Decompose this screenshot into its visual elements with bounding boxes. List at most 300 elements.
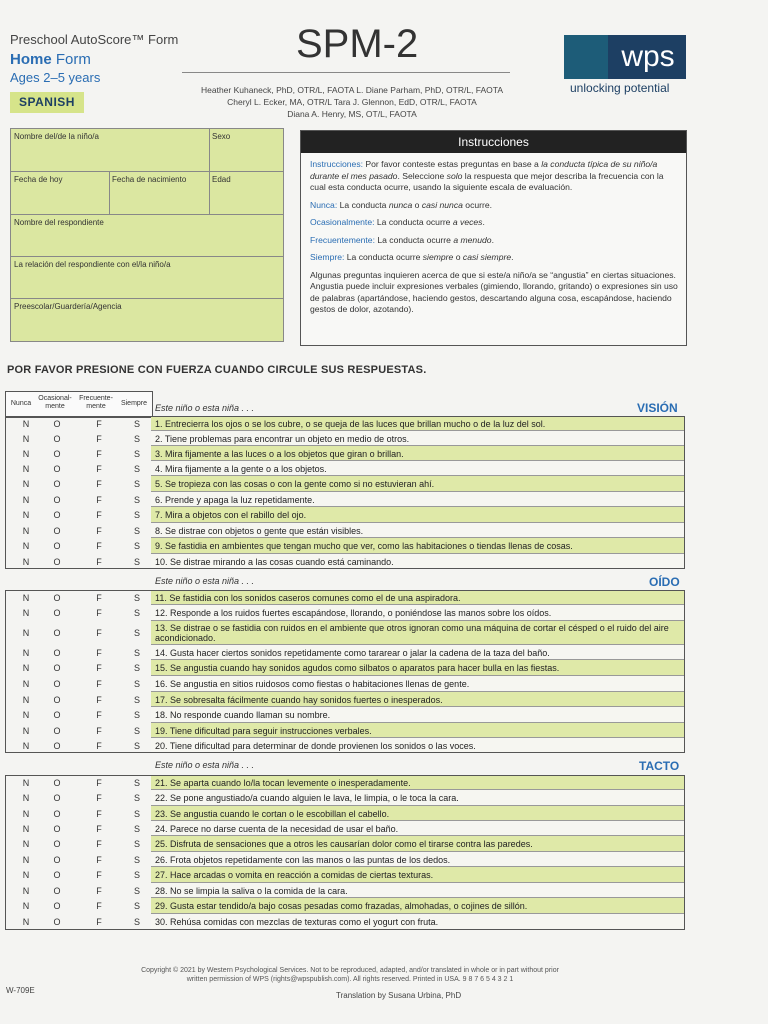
answer-options bbox=[5, 676, 153, 692]
answer-option-s[interactable]: S bbox=[133, 628, 140, 638]
answer-option-n[interactable]: N bbox=[22, 710, 30, 720]
question-text: 27. Hace arcadas o vomita en reacción a comidas de ciertas texturas. bbox=[155, 870, 434, 880]
age-label: Edad bbox=[212, 175, 231, 184]
school-field[interactable] bbox=[11, 299, 283, 341]
today-date-field[interactable] bbox=[11, 172, 109, 215]
question-row bbox=[5, 446, 685, 461]
question-row bbox=[5, 723, 685, 738]
question-item bbox=[151, 806, 685, 821]
vision-intro: Este niño o esta niña . . . bbox=[155, 403, 255, 413]
answer-option-o[interactable]: O bbox=[53, 694, 61, 705]
question-row bbox=[5, 914, 685, 930]
authors-line-3: Diana A. Henry, MS, OT/L, FAOTA bbox=[287, 109, 417, 119]
answer-options bbox=[5, 883, 153, 898]
scale-text: La conducta ocurre bbox=[374, 217, 453, 227]
answer-option-n[interactable]: N bbox=[22, 592, 30, 603]
answer-option-n[interactable]: N bbox=[22, 418, 30, 429]
intro-text: . Seleccione bbox=[397, 170, 447, 181]
question-item bbox=[151, 461, 685, 476]
header-occasionally: Ocasional-mente bbox=[38, 395, 72, 410]
question-row bbox=[5, 867, 685, 883]
translator-credit: Translation by Susana Urbina, PhD bbox=[336, 991, 462, 1000]
sex-label: Sexo bbox=[212, 132, 231, 141]
answer-options bbox=[5, 867, 153, 883]
child-name-field[interactable] bbox=[11, 129, 209, 172]
answer-options bbox=[5, 836, 153, 852]
answer-option-o[interactable]: O bbox=[53, 463, 61, 474]
scale-emphasis: a menudo bbox=[453, 234, 492, 245]
question-text: 19. Tiene dificultad para seguir instrucciones verbales. bbox=[155, 725, 372, 736]
answer-options bbox=[5, 416, 153, 431]
form-code: W-709E bbox=[6, 986, 35, 995]
question-item bbox=[151, 790, 685, 806]
authors-line-1: Heather Kuhaneck, PhD, OTR/L, FAOTA L. Diane Parham, PhD, OTR/L, FAOTA bbox=[200, 85, 504, 95]
home-word: Home bbox=[10, 51, 52, 68]
header-frequently: Frecuente-mente bbox=[79, 395, 113, 410]
question-text: 22. Se pone angustiado/a cuando alguien le lava, le limpia, o le toca la cara. bbox=[155, 793, 459, 803]
question-row bbox=[5, 507, 685, 523]
answer-option-n[interactable]: N bbox=[22, 854, 30, 865]
answer-options bbox=[5, 790, 153, 806]
answer-option-o[interactable]: O bbox=[53, 663, 61, 673]
answer-option-o[interactable]: O bbox=[53, 592, 61, 603]
answer-option-f[interactable]: F bbox=[96, 823, 102, 834]
question-row bbox=[5, 707, 685, 723]
scale-emphasis: casi nunca bbox=[421, 199, 463, 210]
question-row bbox=[5, 883, 685, 898]
answer-option-o[interactable]: O bbox=[53, 885, 61, 896]
answer-option-s[interactable]: S bbox=[133, 901, 140, 911]
question-item bbox=[151, 723, 685, 738]
answer-option-f[interactable]: F bbox=[96, 679, 102, 689]
answer-option-o[interactable]: O bbox=[53, 808, 61, 819]
answer-option-s[interactable]: S bbox=[133, 839, 140, 849]
home-form-label bbox=[10, 51, 91, 68]
answer-option-s[interactable]: S bbox=[133, 433, 140, 444]
answer-options bbox=[5, 446, 153, 461]
instructions-heading: Instrucciones bbox=[301, 131, 686, 153]
question-item bbox=[151, 476, 685, 492]
answer-option-o[interactable]: O bbox=[53, 608, 61, 618]
relationship-label: La relación del respondiente con el/la niño/a bbox=[14, 260, 171, 269]
question-row bbox=[5, 645, 685, 660]
answer-option-n[interactable]: N bbox=[22, 647, 30, 658]
instructions-box bbox=[300, 130, 687, 346]
answer-option-o[interactable]: O bbox=[53, 870, 61, 880]
answer-options bbox=[5, 476, 153, 492]
question-item bbox=[151, 898, 685, 914]
question-item bbox=[151, 883, 685, 898]
answer-option-f[interactable]: F bbox=[96, 740, 102, 751]
answer-option-f[interactable]: F bbox=[96, 592, 102, 603]
answer-options bbox=[5, 461, 153, 476]
answer-option-o[interactable]: O bbox=[53, 510, 61, 520]
question-text: 16. Se angustia en sitios ruidosos como fiestas o habitaciones llenas de gente. bbox=[155, 679, 470, 689]
answer-option-o[interactable]: O bbox=[53, 541, 61, 551]
answer-options bbox=[5, 806, 153, 821]
answer-option-n[interactable]: N bbox=[22, 901, 30, 911]
never-label: Nunca: bbox=[310, 199, 338, 210]
answer-option-f[interactable]: F bbox=[96, 777, 102, 788]
question-text: 1. Entrecierra los ojos o se los cubre, o se queja de las luces que brillan mucho o de la luz del sol. bbox=[155, 418, 546, 429]
question-item bbox=[151, 431, 685, 446]
answer-option-o[interactable]: O bbox=[53, 494, 61, 505]
answer-option-o[interactable]: O bbox=[53, 448, 61, 459]
row-divider bbox=[151, 752, 685, 753]
authors bbox=[182, 84, 522, 120]
question-text: 15. Se angustia cuando hay sonidos agudos como silbatos o aparatos para hacer bulla en las fiestas. bbox=[155, 663, 560, 673]
answer-option-f[interactable]: F bbox=[96, 448, 102, 459]
touch-title: TACTO bbox=[639, 759, 680, 773]
answer-option-s[interactable]: S bbox=[133, 917, 140, 927]
answer-option-s[interactable]: S bbox=[133, 479, 140, 489]
answer-option-f[interactable]: F bbox=[96, 725, 102, 736]
answer-options bbox=[5, 692, 153, 707]
answer-options bbox=[5, 775, 153, 790]
scale-text: . bbox=[511, 252, 514, 262]
answer-option-f[interactable]: F bbox=[96, 854, 102, 865]
answer-option-o[interactable]: O bbox=[53, 777, 61, 788]
question-text: 2. Tiene problemas para encontrar un objeto en medio de otros. bbox=[155, 433, 410, 444]
answer-option-n[interactable]: N bbox=[22, 870, 30, 880]
question-row bbox=[5, 605, 685, 621]
scale-text: La conducta ocurre bbox=[374, 234, 454, 245]
answer-option-n[interactable]: N bbox=[22, 679, 30, 689]
answer-option-s[interactable]: S bbox=[133, 870, 140, 880]
question-item bbox=[151, 492, 685, 507]
always-label: Siempre: bbox=[310, 252, 345, 262]
question-text: 6. Prende y apaga la luz repetidamente. bbox=[155, 494, 315, 505]
answer-option-o[interactable]: O bbox=[53, 901, 61, 911]
section-2 bbox=[5, 775, 685, 930]
frequently-label: Frecuentemente: bbox=[310, 234, 375, 245]
answer-option-s[interactable]: S bbox=[133, 418, 140, 429]
answer-option-s[interactable]: S bbox=[133, 885, 140, 896]
answer-options bbox=[5, 645, 153, 660]
answer-option-f[interactable]: F bbox=[96, 418, 102, 429]
question-item bbox=[151, 775, 685, 790]
section-1 bbox=[5, 590, 685, 753]
answer-option-n[interactable]: N bbox=[22, 433, 30, 444]
answer-options bbox=[5, 554, 153, 569]
question-row bbox=[5, 538, 685, 554]
question-item bbox=[151, 914, 685, 930]
question-text: 18. No responde cuando llaman su nombre. bbox=[155, 710, 331, 720]
question-row bbox=[5, 790, 685, 806]
scale-occasionally bbox=[310, 217, 678, 229]
form-name: Preschool AutoScore™ Form bbox=[10, 32, 179, 47]
intro-emphasis: solo bbox=[446, 170, 463, 181]
answer-option-f[interactable]: F bbox=[96, 433, 102, 444]
answer-option-s[interactable]: S bbox=[133, 725, 140, 736]
logo-text: wps bbox=[621, 40, 675, 73]
scale-text: La conducta ocurre bbox=[344, 252, 423, 262]
answer-option-s[interactable]: S bbox=[133, 592, 140, 603]
respondent-name-label: Nombre del respondiente bbox=[14, 218, 104, 227]
answer-option-n[interactable]: N bbox=[22, 808, 30, 819]
occasionally-label: Ocasionalmente: bbox=[310, 217, 375, 227]
logo-tagline: unlocking potential bbox=[570, 81, 670, 95]
question-item bbox=[151, 707, 685, 723]
question-item bbox=[151, 645, 685, 660]
answer-option-s[interactable]: S bbox=[133, 679, 140, 689]
vision-title: VISIÓN bbox=[637, 401, 678, 415]
answer-option-o[interactable]: O bbox=[53, 793, 61, 803]
answer-option-n[interactable]: N bbox=[22, 541, 30, 551]
child-name-label: Nombre del/de la niño/a bbox=[14, 132, 99, 141]
question-text: 29. Gusta estar tendido/a bajo cosas pesadas como frazadas, almohadas, o cojines de sillón. bbox=[155, 901, 528, 911]
answer-option-s[interactable]: S bbox=[133, 556, 140, 567]
answer-option-s[interactable]: S bbox=[133, 808, 140, 819]
answer-option-o[interactable]: O bbox=[53, 839, 61, 849]
question-item bbox=[151, 446, 685, 461]
answer-option-s[interactable]: S bbox=[133, 463, 140, 474]
answer-option-o[interactable]: O bbox=[53, 710, 61, 720]
age-range: Ages 2–5 years bbox=[10, 70, 101, 85]
row-divider bbox=[151, 568, 685, 569]
answer-option-s[interactable]: S bbox=[133, 510, 140, 520]
answer-option-n[interactable]: N bbox=[22, 663, 30, 673]
language-badge: SPANISH bbox=[10, 92, 84, 113]
answer-option-n[interactable]: N bbox=[22, 479, 30, 489]
answer-option-n[interactable]: N bbox=[22, 556, 30, 567]
answer-option-o[interactable]: O bbox=[53, 679, 61, 689]
question-text: 4. Mira fijamente a la gente o a los objetos. bbox=[155, 463, 327, 474]
answer-option-o[interactable]: O bbox=[53, 628, 61, 638]
answer-option-s[interactable]: S bbox=[133, 541, 140, 551]
relationship-field[interactable] bbox=[11, 257, 283, 299]
question-text: 20. Tiene dificultad para determinar de donde provienen los sonidos o las voces. bbox=[155, 740, 476, 751]
question-item bbox=[151, 507, 685, 523]
answer-option-f[interactable]: F bbox=[96, 647, 102, 658]
question-text: 5. Se tropieza con las cosas o con la gente como si no estuvieran ahí. bbox=[155, 479, 435, 489]
answer-option-f[interactable]: F bbox=[96, 793, 102, 803]
divider bbox=[209, 129, 210, 215]
answer-option-n[interactable]: N bbox=[22, 510, 30, 520]
instructions-body bbox=[310, 159, 678, 322]
answer-option-s[interactable]: S bbox=[133, 777, 140, 788]
answer-option-n[interactable]: N bbox=[22, 839, 30, 849]
answer-scale-header bbox=[5, 391, 153, 418]
answer-option-f[interactable]: F bbox=[96, 525, 102, 536]
question-item bbox=[151, 821, 685, 836]
question-text: 30. Rehúsa comidas con mezclas de texturas como el yogurt con fruta. bbox=[155, 917, 439, 927]
question-text: 21. Se aparta cuando lo/la tocan levemente o inesperadamente. bbox=[155, 777, 411, 788]
question-item bbox=[151, 692, 685, 707]
answer-option-f[interactable]: F bbox=[96, 694, 102, 705]
section-0 bbox=[5, 416, 685, 569]
question-row bbox=[5, 821, 685, 836]
answer-option-o[interactable]: O bbox=[53, 479, 61, 489]
question-row bbox=[5, 621, 685, 645]
answer-option-o[interactable]: O bbox=[53, 740, 61, 751]
answer-options bbox=[5, 523, 153, 538]
answer-option-s[interactable]: S bbox=[133, 854, 140, 865]
question-row bbox=[5, 898, 685, 914]
question-text: 11. Se fastidia con los sonidos caseros comunes como el de una aspiradora. bbox=[155, 592, 461, 603]
answer-option-n[interactable]: N bbox=[22, 448, 30, 459]
answer-option-n[interactable]: N bbox=[22, 725, 30, 736]
question-item bbox=[151, 676, 685, 692]
question-item bbox=[151, 621, 685, 645]
intro-text: la respuesta que mejor describa la frecuencia con la cual esta conducta ocurre, usando la siguiente escala de evaluación. bbox=[310, 170, 664, 192]
hearing-intro: Este niño o esta niña . . . bbox=[155, 576, 255, 586]
scale-text: La conducta bbox=[337, 199, 389, 210]
answer-option-s[interactable]: S bbox=[133, 663, 140, 673]
question-item bbox=[151, 852, 685, 867]
answer-option-o[interactable]: O bbox=[53, 433, 61, 444]
scale-text: o bbox=[453, 252, 463, 262]
question-item bbox=[151, 538, 685, 554]
answer-option-o[interactable]: O bbox=[53, 556, 61, 567]
question-row bbox=[5, 461, 685, 476]
question-row bbox=[5, 476, 685, 492]
answer-option-f[interactable]: F bbox=[96, 494, 102, 505]
answer-option-n[interactable]: N bbox=[22, 494, 30, 505]
answer-option-f[interactable]: F bbox=[96, 479, 102, 489]
question-item bbox=[151, 523, 685, 538]
answer-option-n[interactable]: N bbox=[22, 740, 30, 751]
row-divider bbox=[151, 929, 685, 930]
answer-options bbox=[5, 492, 153, 507]
answer-option-f[interactable]: F bbox=[96, 808, 102, 819]
answer-option-f[interactable]: F bbox=[96, 710, 102, 720]
answer-option-s[interactable]: S bbox=[133, 694, 140, 705]
touch-intro: Este niño o esta niña . . . bbox=[155, 760, 255, 770]
answer-options bbox=[5, 738, 153, 753]
question-text: 26. Frota objetos repetidamente con las manos o las puntas de los dedos. bbox=[155, 854, 451, 865]
question-row bbox=[5, 523, 685, 538]
answer-option-s[interactable]: S bbox=[133, 647, 140, 658]
answer-option-n[interactable]: N bbox=[22, 608, 30, 618]
scale-text: . bbox=[482, 217, 485, 227]
answer-option-o[interactable]: O bbox=[53, 525, 61, 536]
question-item bbox=[151, 605, 685, 621]
question-row bbox=[5, 660, 685, 676]
answer-option-s[interactable]: S bbox=[133, 793, 140, 803]
answer-option-s[interactable]: S bbox=[133, 740, 140, 751]
answer-option-s[interactable]: S bbox=[133, 823, 140, 834]
question-row bbox=[5, 775, 685, 790]
answer-option-o[interactable]: O bbox=[53, 917, 61, 927]
scale-text: . bbox=[491, 234, 494, 245]
answer-option-f[interactable]: F bbox=[96, 541, 102, 551]
answer-option-n[interactable]: N bbox=[22, 694, 30, 705]
answer-options bbox=[5, 605, 153, 621]
question-item bbox=[151, 836, 685, 852]
answer-option-n[interactable]: N bbox=[22, 463, 30, 474]
intro-emphasis: la conducta típica de su niño/a durante el mes pasado bbox=[310, 159, 658, 181]
question-item bbox=[151, 867, 685, 883]
form-word: Form bbox=[51, 51, 91, 68]
answer-options bbox=[5, 898, 153, 914]
sex-field[interactable] bbox=[209, 129, 283, 172]
answer-option-f[interactable]: F bbox=[96, 901, 102, 911]
answer-option-f[interactable]: F bbox=[96, 663, 102, 673]
question-item bbox=[151, 416, 685, 431]
answer-option-o[interactable]: O bbox=[53, 854, 61, 865]
answer-option-n[interactable]: N bbox=[22, 885, 30, 896]
scale-emphasis: casi siempre bbox=[462, 252, 512, 262]
answer-options bbox=[5, 660, 153, 676]
answer-option-s[interactable]: S bbox=[133, 448, 140, 459]
question-text: 13. Se distrae o se fastidia con ruidos en el ambiente que otros ignoran como una máquina de cortar el césped o el ruido del aire acondicionado. bbox=[155, 623, 669, 643]
question-row bbox=[5, 590, 685, 605]
question-row bbox=[5, 492, 685, 507]
answer-option-f[interactable]: F bbox=[96, 628, 102, 638]
question-text: 12. Responde a los ruidos fuertes escapándose, llorando, o poniéndose las manos sobre los oídos. bbox=[155, 608, 552, 618]
school-label: Preescolar/Guardería/Agencia bbox=[14, 302, 122, 311]
answer-option-n[interactable]: N bbox=[22, 917, 30, 927]
answer-options bbox=[5, 821, 153, 836]
question-text: 23. Se angustia cuando le cortan o le escobillan el cabello. bbox=[155, 808, 390, 819]
form-title: SPM-2 bbox=[296, 22, 419, 66]
answer-option-n[interactable]: N bbox=[22, 525, 30, 536]
divider bbox=[109, 172, 110, 215]
answer-option-s[interactable]: S bbox=[133, 608, 140, 618]
answer-option-s[interactable]: S bbox=[133, 494, 140, 505]
answer-option-n[interactable]: N bbox=[22, 628, 30, 638]
answer-option-f[interactable]: F bbox=[96, 917, 102, 927]
scale-text: o bbox=[412, 199, 422, 210]
answer-option-o[interactable]: O bbox=[53, 647, 61, 658]
answer-option-n[interactable]: N bbox=[22, 793, 30, 803]
question-text: 3. Mira fijamente a las luces o a los objetos que giran o brillan. bbox=[155, 448, 404, 459]
respondent-name-field[interactable] bbox=[11, 215, 283, 257]
today-date-label: Fecha de hoy bbox=[14, 175, 63, 184]
answer-option-f[interactable]: F bbox=[96, 839, 102, 849]
answer-option-n[interactable]: N bbox=[22, 777, 30, 788]
intro-label: Instrucciones: bbox=[310, 159, 364, 169]
answer-option-f[interactable]: F bbox=[96, 510, 102, 520]
answer-option-f[interactable]: F bbox=[96, 870, 102, 880]
answer-option-n[interactable]: N bbox=[22, 823, 30, 834]
answer-options bbox=[5, 590, 153, 605]
answer-option-s[interactable]: S bbox=[133, 525, 140, 536]
answer-options bbox=[5, 852, 153, 867]
answer-option-o[interactable]: O bbox=[53, 725, 61, 736]
answer-option-f[interactable]: F bbox=[96, 463, 102, 474]
scale-always bbox=[310, 252, 678, 264]
birth-date-field[interactable] bbox=[109, 172, 209, 215]
answer-option-o[interactable]: O bbox=[53, 418, 61, 429]
answer-option-o[interactable]: O bbox=[53, 823, 61, 834]
answer-options bbox=[5, 538, 153, 554]
scale-emphasis: siempre bbox=[422, 252, 454, 262]
header-always: Siempre bbox=[120, 400, 148, 407]
instructions-intro bbox=[310, 159, 678, 194]
respondent-info-panel bbox=[10, 128, 284, 342]
answer-option-f[interactable]: F bbox=[96, 608, 102, 618]
copyright-notice: Copyright © 2021 by Western Psychological Services. Not to be reproduced, adapted, and/or translated in whole or in part without prior written permission of WPS (rights@wpspublish.com). All rights reserved. Printed in USA. 9 8 7 6 5 4 3 2 1 bbox=[141, 967, 559, 983]
question-row bbox=[5, 431, 685, 446]
answer-option-s[interactable]: S bbox=[133, 710, 140, 720]
header-never: Nunca bbox=[10, 400, 32, 407]
question-item bbox=[151, 738, 685, 753]
wps-logo bbox=[564, 35, 686, 79]
answer-options bbox=[5, 723, 153, 738]
answer-options bbox=[5, 707, 153, 723]
scale-emphasis: a veces bbox=[452, 217, 483, 227]
answer-options bbox=[5, 507, 153, 523]
age-field[interactable] bbox=[209, 172, 283, 215]
answer-options bbox=[5, 431, 153, 446]
question-text: 25. Disfruta de sensaciones que a otros les causarían dolor como el tirarse contra las paredes. bbox=[155, 839, 533, 849]
answer-option-f[interactable]: F bbox=[96, 885, 102, 896]
answer-option-f[interactable]: F bbox=[96, 556, 102, 567]
question-item bbox=[151, 554, 685, 569]
question-row bbox=[5, 806, 685, 821]
